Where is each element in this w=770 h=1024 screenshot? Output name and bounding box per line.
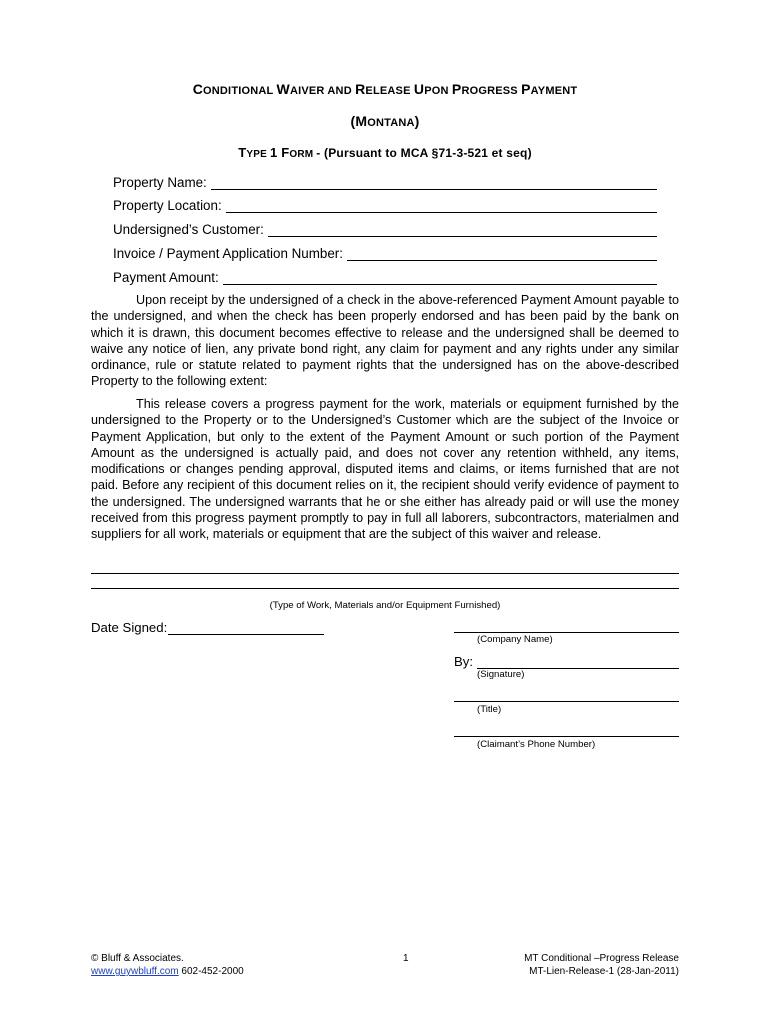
property-location-field[interactable] [113,195,657,213]
form-title-segment: U [413,81,425,97]
customer-blank[interactable] [268,223,657,237]
phone-number-line[interactable] [454,736,679,737]
footer-right [524,952,679,978]
form-title-segment: P [451,81,462,97]
property-name-blank[interactable] [211,176,657,190]
form-title-segment: P [521,81,531,97]
property-location-blank[interactable] [226,199,657,213]
form-title-state-segment: ) [414,113,420,129]
form-title-state [0,113,770,131]
form-subtitle [0,145,770,160]
work-description-line-2[interactable] [91,588,679,589]
form-title-segment: ONDITIONAL [203,85,277,97]
title-caption: (Title) [477,704,502,715]
date-signed-field[interactable] [91,620,324,635]
form-title-segment: AYMENT [530,85,578,97]
property-location-label: Property Location: [113,198,222,213]
footer-website-link[interactable]: www.guywbluff.com [91,966,179,977]
form-title [0,81,770,99]
form-subtitle-segment: T [238,145,247,160]
invoice-number-blank[interactable] [347,247,657,261]
payment-amount-field[interactable] [113,267,657,285]
form-title-state-segment: (M [350,113,368,129]
payment-amount-label: Payment Amount: [113,270,219,285]
form-title-segment: W [276,81,290,97]
form-title-segment: C [192,81,204,97]
property-name-field[interactable] [113,172,657,190]
form-subtitle-segment: - (Pursuant to MCA §71-3-521 et seq) [316,146,532,160]
property-name-label: Property Name: [113,175,207,190]
footer-left [91,952,244,978]
work-description-line-1[interactable] [91,573,679,574]
form-title-segment: AIVER AND [289,85,356,97]
signature-caption: (Signature) [477,669,525,680]
form-title-segment: R [355,81,366,97]
form-title-segment: PON [424,85,452,97]
page-number: 1 [403,953,409,964]
work-caption: (Type of Work, Materials and/or Equipment Furnished) [269,600,501,611]
release-paragraph-1 [91,292,679,390]
form-subtitle-segment: YPE [246,149,270,160]
release-paragraph-2 [91,396,679,543]
company-name-caption: (Company Name) [477,634,553,645]
date-signed-blank[interactable] [168,620,324,635]
release-paragraph-1-text: Upon receipt by the undersigned of a check in the above-referenced Payment Amount payable to the undersigned, and when the check has been properly endorsed and has been paid by the bank on which it is drawn, this document becomes effective to release and the undersigned shall be deemed to waive any notice of lien, any private bond right, any claim for payment and any rights under any similar ordinance, rule or statute related to payment rights that the undersigned has on the above-described Property to the following extent: [91,293,679,389]
signature-field[interactable] [454,654,679,669]
phone-number-caption: (Claimant’s Phone Number) [477,739,596,750]
invoice-number-label: Invoice / Payment Application Number: [113,246,343,261]
by-label: By: [454,654,474,669]
signature-blank[interactable] [477,655,679,669]
form-title-segment: ELEASE [365,85,414,97]
company-name-line[interactable] [454,632,679,633]
date-signed-label: Date Signed: [91,620,168,635]
invoice-number-field[interactable] [113,243,657,261]
footer-doc-title: MT Conditional –Progress Release [524,953,679,964]
form-title-state-segment: ONTANA [367,117,415,129]
payment-amount-blank[interactable] [223,271,657,285]
release-paragraph-2-text: This release covers a progress payment for the work, materials or equipment furnished by the undersigned to the Property or to the Undersigned’s Customer which are the subject of the Invoice or Payment Application, but only to the extent of the Payment Amount or such portion of the Payment Amount as the undersigned is actually paid, and does not cover any retention withheld, any items, modifications or changes pending approval, disputed items and claims, or items furnished that are not paid. Before any recipient of this document relies on it, the recipient should verify evidence of payment to the undersigned. The undersigned warrants that he or she either has already paid or will use the money received from this progress payment promptly to pay in full all laborers, subcontractors, materialmen and suppliers for all work, materials or equipment that are the subject of this waiver and release. [91,397,679,542]
footer-contact [91,965,244,978]
form-title-segment: ROGRESS [461,85,522,97]
footer-copyright: © Bluff & Associates. [91,953,184,964]
customer-label: Undersigned’s Customer: [113,222,264,237]
form-subtitle-segment: 1 F [269,145,290,160]
form-subtitle-segment: ORM [289,149,317,160]
footer-phone: 602-452-2000 [178,966,244,977]
footer-doc-id: MT-Lien-Release-1 (28-Jan-2011) [529,966,679,977]
title-line[interactable] [454,701,679,702]
customer-field[interactable] [113,219,657,237]
